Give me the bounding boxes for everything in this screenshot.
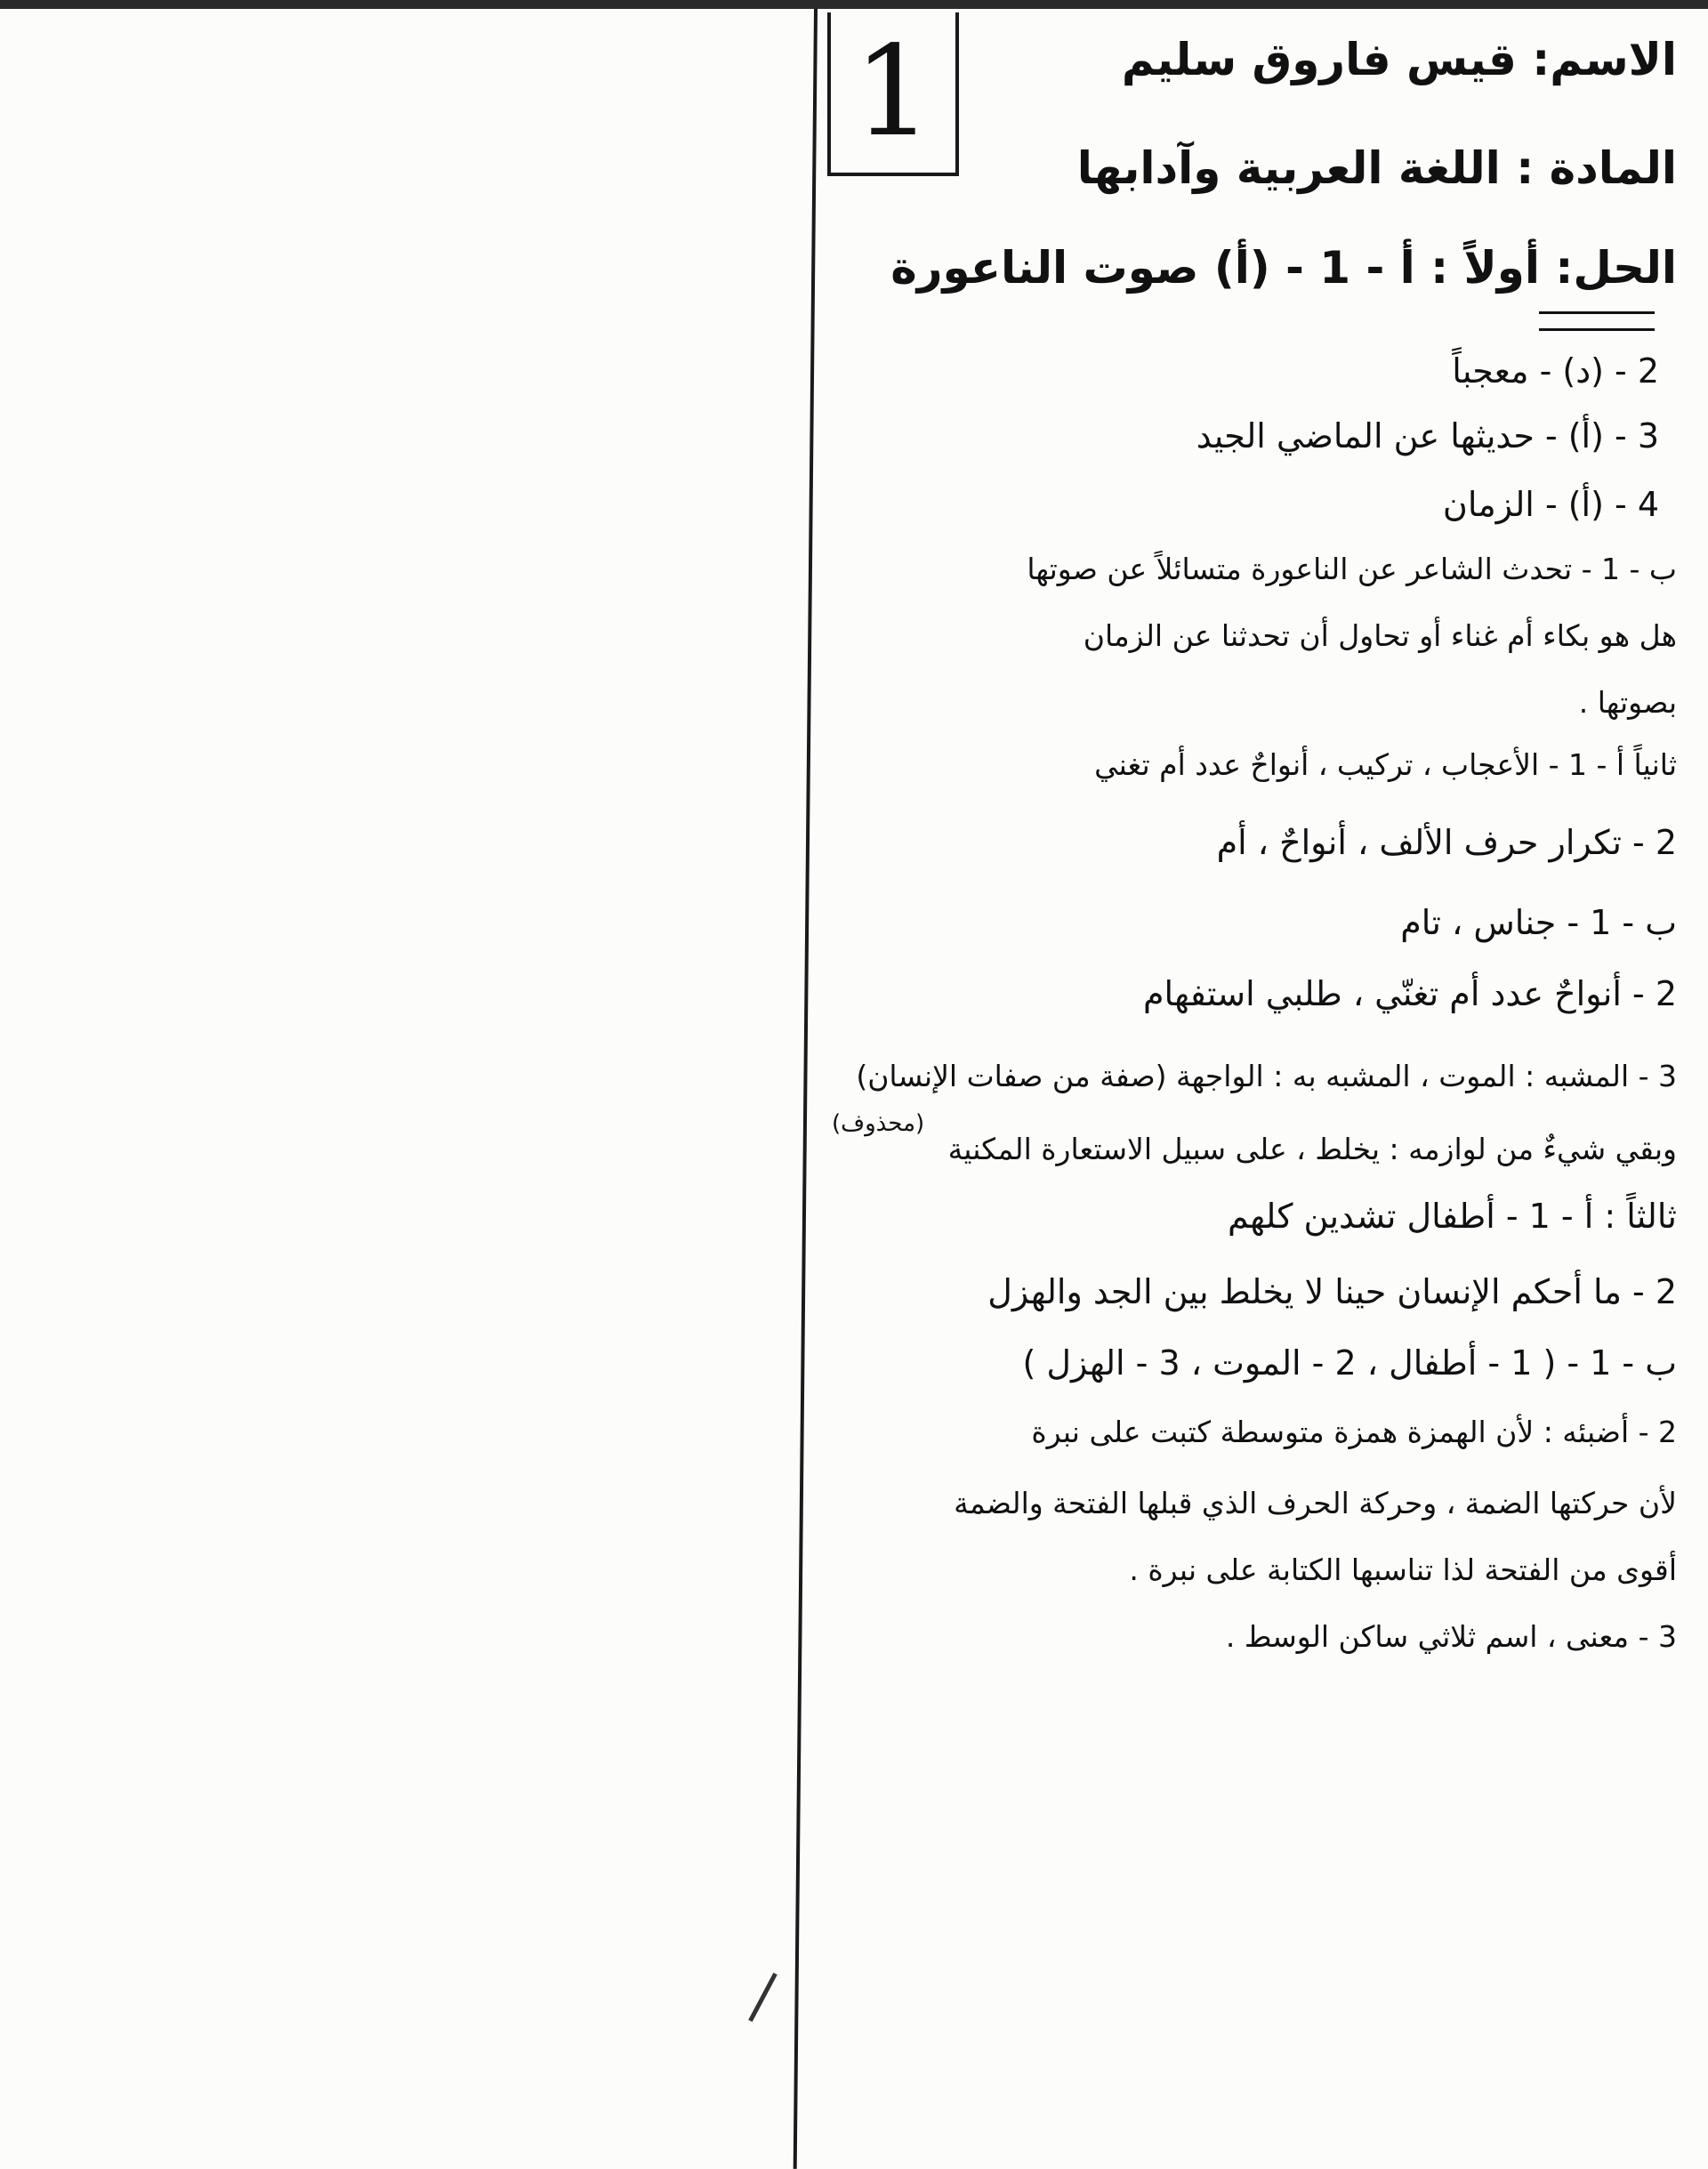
answer-line: 4 - (أ) - الزمان (1442, 485, 1659, 524)
answer-line: 2 - (د) - معجباً (1452, 351, 1659, 391)
answer-line: 2 - أضبئه : لأن الهمزة همزة متوسطة كتبت على نبرة (1031, 1415, 1677, 1449)
answer-line: 2 - تكرار حرف الألف ، أنواحٌ ، أم (1216, 823, 1677, 862)
answer-line: ب - 1 - ( 1 - أطفال ، 2 - الموت ، 3 - الهزل ) (1022, 1343, 1677, 1383)
answer-line: وبقي شيءٌ من لوازمه : يخلط ، على سبيل الاستعارة المكنية (947, 1132, 1677, 1166)
answer-line: ب - 1 - جناس ، تام (1400, 903, 1677, 942)
answer-line: 3 - معنى ، اسم ثلاثي ساكن الوسط . (1225, 1619, 1677, 1654)
answer-line: هل هو بكاء أم غناء أو تحاول أن تحدثنا عن الزمان (1083, 618, 1677, 653)
answer-note: (محذوف) (832, 1110, 925, 1137)
answer-line: 2 - ما أحكم الإنسان حينا لا يخلط بين الجد والهزل (987, 1272, 1677, 1311)
pen-mark (748, 1972, 777, 2021)
page-top-edge (0, 0, 1708, 9)
answer-line: أقوى من الفتحة لذا تناسبها الكتابة على نبرة . (1129, 1552, 1677, 1587)
margin-line (794, 9, 818, 2169)
answer-line: ثانياً أ - 1 - الأعجاب ، تركيب ، أنواحٌ عدد أم تغني (1094, 747, 1677, 782)
answer-line: لأن حركتها الضمة ، وحركة الحرف الذي قبلها الفتحة والضمة (954, 1486, 1677, 1520)
student-name-line: الاسم: قيس فاروق سليم (1121, 34, 1677, 85)
answer-line: الحل: أولاً : أ - 1 - (أ) صوت الناعورة (890, 242, 1677, 294)
answer-sheet (832, 9, 1677, 1681)
answer-line: بصوتها . (1578, 685, 1677, 720)
answer-line: 3 - (أ) - حديثها عن الماضي الجيد (1196, 416, 1659, 456)
double-underline (1539, 311, 1655, 331)
subject-line: المادة : اللغة العربية وآدابها (1076, 142, 1677, 194)
answer-line: ب - 1 - تحدث الشاعر عن الناعورة متسائلاً عن صوتها (1027, 552, 1677, 586)
answer-line: 2 - أنواحٌ عدد أم تغنّي ، طلبي استفهام (1143, 974, 1677, 1013)
answer-line: ثالثاً : أ - 1 - أطفال تشدين كلهم (1227, 1197, 1677, 1236)
answer-line: 3 - المشبه : الموت ، المشبه به : الواجهة (صفة من صفات الإنسان) (856, 1059, 1677, 1093)
page-number: 1 (853, 20, 933, 165)
